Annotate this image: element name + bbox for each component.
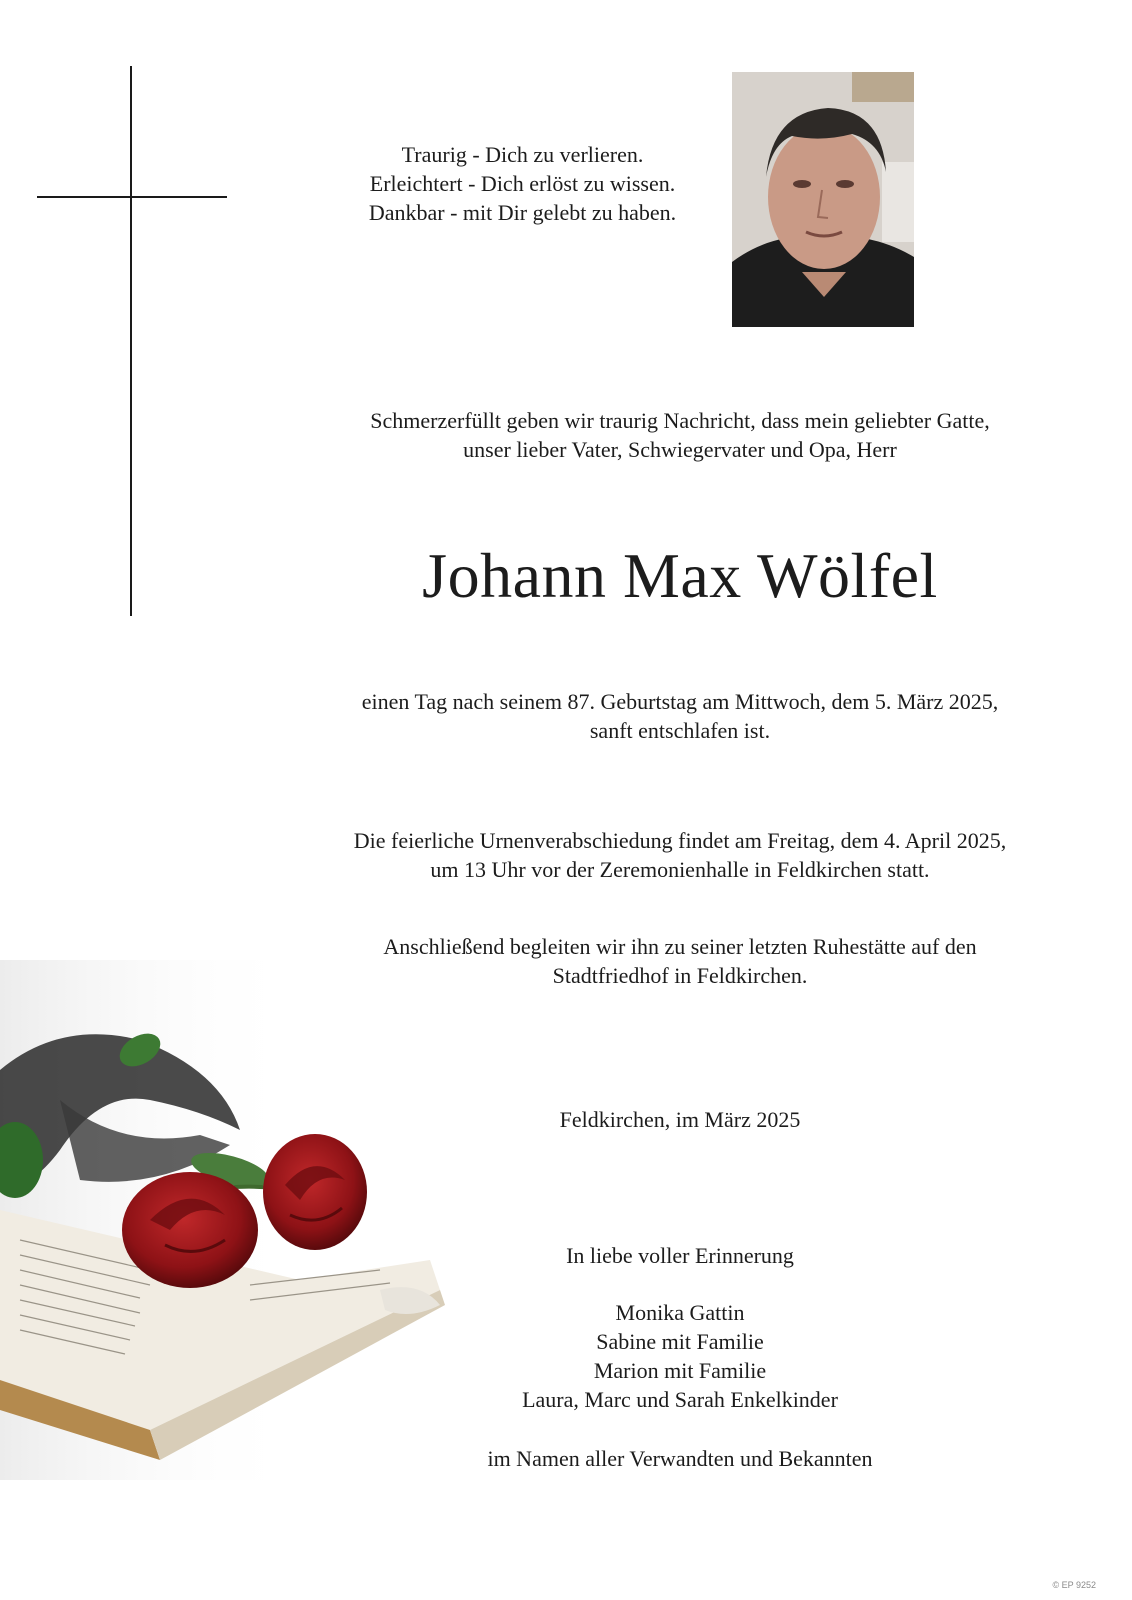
death-line: einen Tag nach seinem 87. Geburtstag am Mittwoch, dem 5. März 2025, — [361, 689, 999, 714]
intro-line: Schmerzerfüllt geben wir traurig Nachricht, dass mein geliebter Gatte, — [370, 408, 990, 433]
service-line: Die feierliche Urnenverabschiedung findet am Freitag, dem 4. April 2025, — [353, 828, 1007, 853]
death-notice — [300, 687, 1060, 745]
roses-on-book-illustration — [0, 960, 470, 1480]
cross-vertical-bar — [130, 66, 132, 616]
mourner-item: Laura, Marc und Sarah Enkelkinder — [522, 1387, 838, 1412]
death-line: sanft entschlafen ist. — [589, 718, 771, 743]
service-details — [300, 826, 1060, 884]
burial-line: Anschließend begleiten wir ihn zu seiner letzten Ruhestätte auf den — [383, 934, 977, 959]
closing-line: im Namen aller Verwandten und Bekannten — [487, 1446, 873, 1471]
announcement-intro — [300, 406, 1060, 464]
mourners-list — [380, 1298, 980, 1414]
mourner-item: Marion mit Familie — [593, 1358, 767, 1383]
mourner-item: Monika Gattin — [615, 1300, 745, 1325]
service-line: um 13 Uhr vor der Zeremonienhalle in Feldkirchen statt. — [430, 857, 930, 882]
intro-line: unser lieber Vater, Schwiegervater und Opa, Herr — [463, 437, 897, 462]
motto — [320, 140, 725, 227]
deceased-name: Johann Max Wölfel — [422, 540, 938, 611]
memory-line: In liebe voller Erinnerung — [566, 1243, 794, 1268]
motto-line: Traurig - Dich zu verlieren. — [401, 142, 644, 167]
motto-line: Dankbar - mit Dir gelebt zu haben. — [368, 200, 677, 225]
portrait-photo — [732, 72, 914, 327]
motto-line: Erleichtert - Dich erlöst zu wissen. — [369, 171, 676, 196]
mourner-item: Sabine mit Familie — [596, 1329, 764, 1354]
place-date: Feldkirchen, im März 2025 — [559, 1107, 801, 1132]
print-code: © EP 9252 — [1052, 1580, 1096, 1590]
burial-line: Stadtfriedhof in Feldkirchen. — [552, 963, 808, 988]
cross-horizontal-bar — [37, 196, 227, 198]
